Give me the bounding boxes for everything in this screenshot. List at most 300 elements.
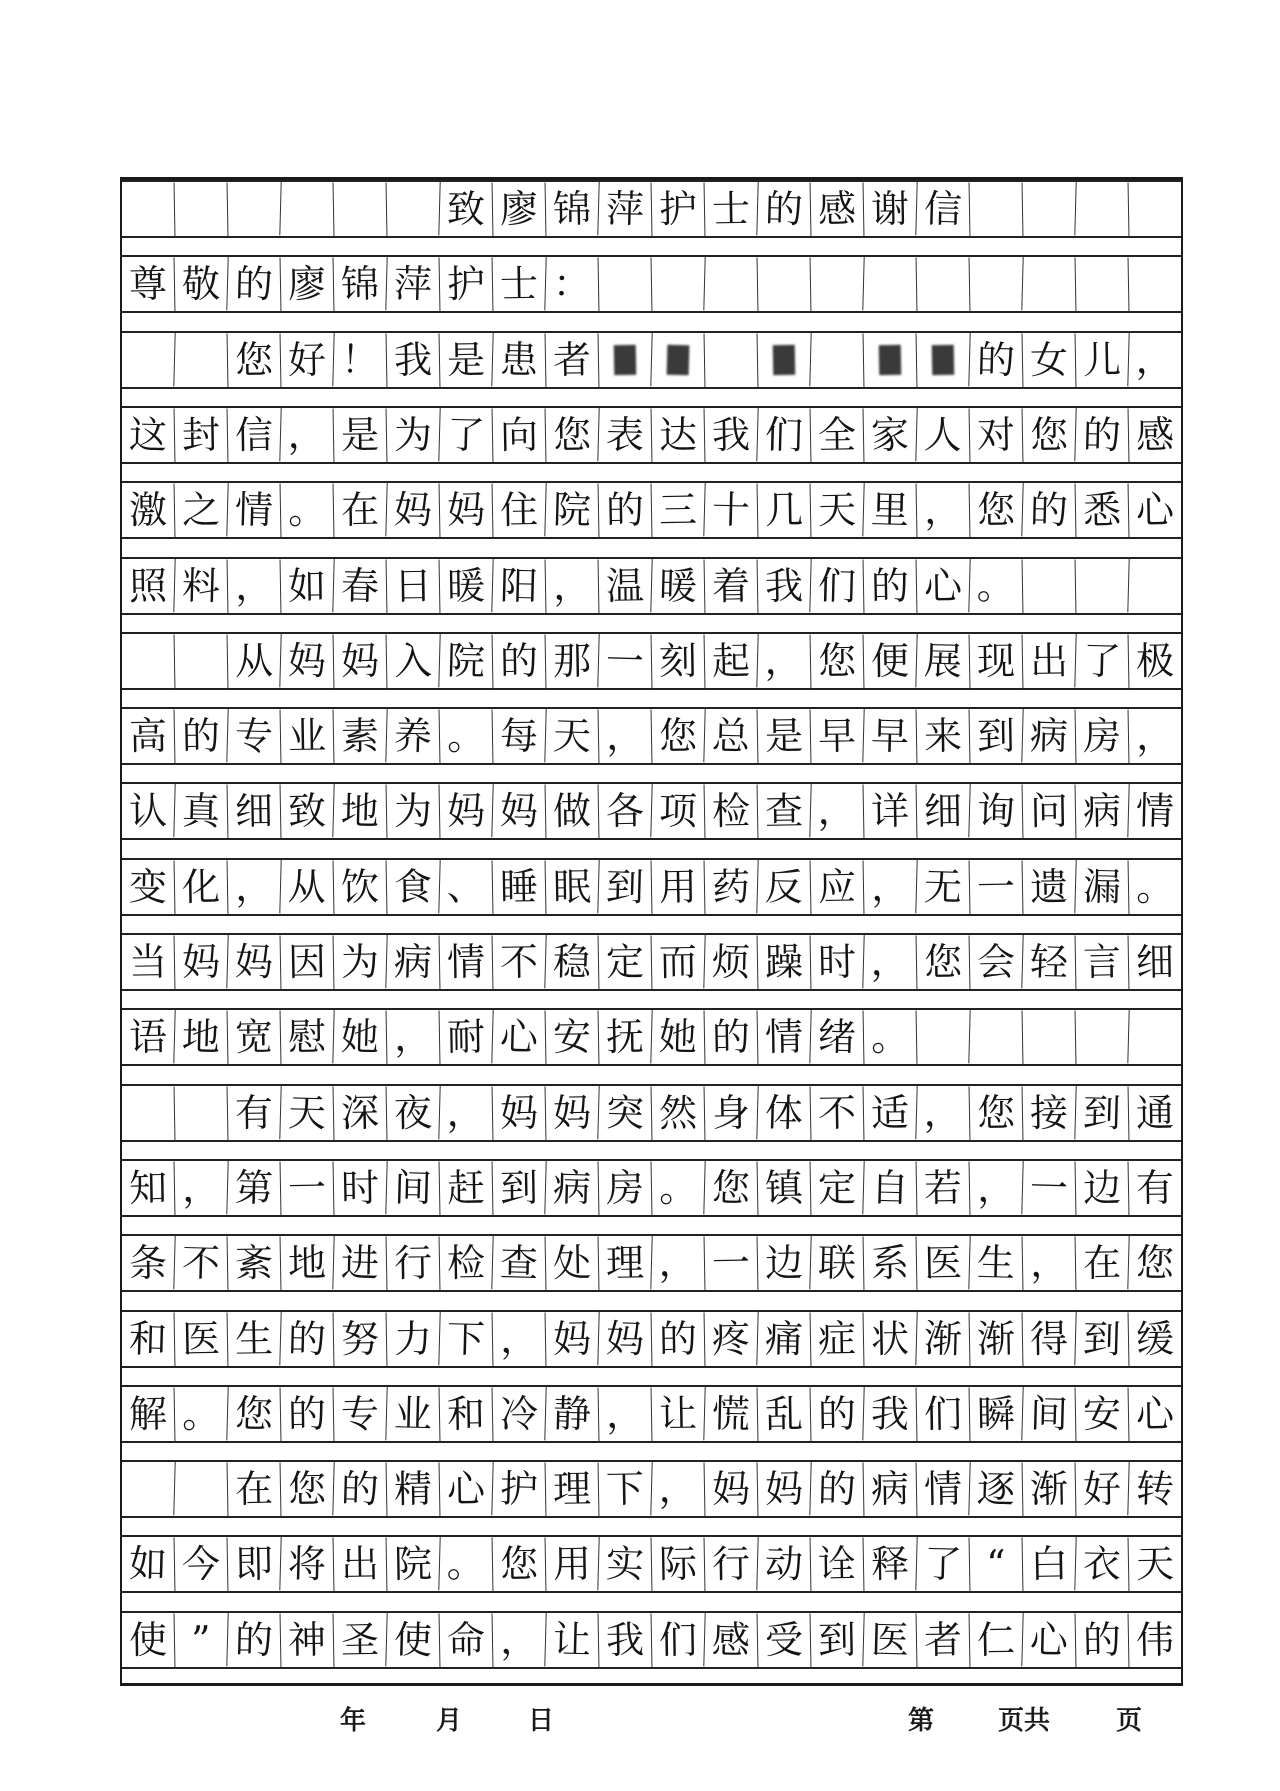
grid-cell: 了 xyxy=(915,1537,969,1592)
grid-cell xyxy=(916,332,970,387)
grid-cell: 您 xyxy=(492,1537,546,1592)
grid-cell xyxy=(704,332,758,387)
grid-cell: 心 xyxy=(491,1010,545,1065)
grid-cell: 。 xyxy=(1128,859,1182,914)
grid-cell: 边 xyxy=(1075,1160,1129,1215)
grid-cell xyxy=(174,1085,228,1140)
grid-cell: 医 xyxy=(916,1236,970,1291)
grid-cell: 睡 xyxy=(492,859,546,914)
grid-cell: 地 xyxy=(280,1236,334,1291)
grid-cell: ， xyxy=(650,1236,704,1291)
grid-cell: 者 xyxy=(916,1612,970,1667)
grid-cell: 您 xyxy=(280,1462,334,1517)
grid-cell: 妈 xyxy=(757,1462,811,1517)
grid-cell: 状 xyxy=(863,1311,917,1366)
grid-cell: 和 xyxy=(439,1386,493,1441)
grid-cell: 出 xyxy=(1022,633,1076,688)
grid-cell: 刻 xyxy=(651,633,705,688)
grid-cell: 冷 xyxy=(492,1386,546,1441)
grid-cell: 护 xyxy=(491,1461,545,1516)
grid-cell: ， xyxy=(863,859,917,914)
grid-cell: 您 xyxy=(969,1085,1023,1140)
grid-cell: 妈 xyxy=(333,633,387,688)
grid-cell: 妈 xyxy=(704,1462,758,1517)
grid-cell: 那 xyxy=(545,633,599,688)
grid-cell: 语 xyxy=(128,1014,168,1060)
grid-cell: 业 xyxy=(280,709,334,764)
grid-cell: 间 xyxy=(1021,1386,1075,1441)
grid-cell: 时 xyxy=(810,935,864,990)
grid-cell: 的 xyxy=(280,1386,334,1441)
grid-cell: 料 xyxy=(173,558,227,613)
grid-cell: 院 xyxy=(386,1537,440,1592)
grid-cell: 院 xyxy=(544,483,598,538)
grid-cell: 。 xyxy=(863,1010,917,1065)
grid-cell: 心 xyxy=(1128,483,1182,538)
grid-cell: ， xyxy=(227,859,281,914)
letter-text-row xyxy=(122,1234,1181,1292)
grid-cell: 宽 xyxy=(227,1010,281,1065)
grid-cell: 变 xyxy=(128,864,168,910)
grid-cell: 房 xyxy=(1075,709,1129,764)
letter-text-row xyxy=(122,406,1181,464)
grid-cell xyxy=(651,257,705,312)
grid-cell: 耐 xyxy=(439,1010,493,1065)
footer-page-prefix: 第 xyxy=(908,1706,935,1736)
grid-cell: 紊 xyxy=(227,1236,281,1291)
grid-cell: 的 xyxy=(809,1461,863,1516)
grid-cell: 查 xyxy=(491,1236,545,1291)
grid-cell: 展 xyxy=(915,633,969,688)
grid-cell: 下 xyxy=(438,1311,492,1366)
grid-cell: 情 xyxy=(1127,784,1181,839)
letter-text-row xyxy=(122,1611,1181,1669)
grid-cell: 专 xyxy=(226,708,280,763)
grid-cell: 渐 xyxy=(969,1311,1023,1366)
grid-cell: 心 xyxy=(1128,1386,1182,1441)
grid-cell: 医 xyxy=(174,1311,228,1366)
grid-cell xyxy=(1075,558,1129,613)
grid-cell xyxy=(1022,558,1076,613)
grid-cell xyxy=(1127,558,1181,613)
grid-cell xyxy=(863,332,917,387)
grid-cell: 的 xyxy=(704,1010,758,1065)
grid-cell: 瞬 xyxy=(969,1386,1023,1441)
grid-cell xyxy=(650,332,704,387)
grid-cell: ， xyxy=(174,1160,228,1215)
grid-cell: 女 xyxy=(1022,332,1076,387)
grid-cell: 细 xyxy=(916,784,970,839)
grid-cell: 们 xyxy=(916,1386,970,1441)
grid-cell: 尊 xyxy=(128,261,168,307)
grid-cell: 间 xyxy=(385,1160,439,1215)
grid-cell: 检 xyxy=(439,1236,493,1291)
grid-cell: 您 xyxy=(969,483,1023,538)
grid-cell: 伟 xyxy=(1128,1612,1182,1667)
grid-cell: 得 xyxy=(1022,1311,1076,1366)
grid-cell: 联 xyxy=(809,1236,863,1291)
grid-cell: 系 xyxy=(863,1236,917,1291)
grid-cell: 三 xyxy=(651,483,705,538)
letter-text-row xyxy=(122,557,1181,615)
grid-cell: 有 xyxy=(227,1085,281,1140)
grid-cell: 总 xyxy=(703,708,757,763)
grid-cell: 早 xyxy=(810,709,864,764)
grid-cell: 圣 xyxy=(333,1612,387,1667)
grid-cell: 您 xyxy=(916,935,970,990)
grid-cell: 我 xyxy=(598,1612,652,1667)
grid-cell: 感 xyxy=(703,1612,757,1667)
grid-cell: 如 xyxy=(128,1541,168,1587)
grid-cell: 然 xyxy=(651,1085,705,1140)
grid-cell: 受 xyxy=(757,1612,811,1667)
grid-cell: 照 xyxy=(128,563,168,608)
grid-cell: 极 xyxy=(1128,633,1182,688)
grid-cell xyxy=(333,182,387,237)
grid-cell: 暖 xyxy=(650,558,704,613)
grid-cell: 悉 xyxy=(1075,483,1129,538)
grid-cell xyxy=(969,182,1023,237)
grid-cell: 用 xyxy=(545,1537,599,1592)
grid-cell xyxy=(1022,182,1076,237)
grid-cell: 我 xyxy=(386,332,440,387)
grid-cell: 用 xyxy=(651,859,705,914)
grid-cell xyxy=(227,182,281,237)
grid-cell: 激 xyxy=(128,487,168,533)
grid-cell: 条 xyxy=(128,1240,168,1286)
grid-cell xyxy=(598,332,652,387)
grid-cell: 逐 xyxy=(968,1461,1022,1516)
grid-cell: 绪 xyxy=(809,1010,863,1065)
grid-cell: 边 xyxy=(757,1236,811,1291)
grid-cell xyxy=(1022,1010,1076,1065)
grid-cell: 有 xyxy=(1128,1160,1182,1215)
grid-cell xyxy=(598,257,652,312)
grid-cell: 您 xyxy=(226,1386,280,1441)
grid-cell xyxy=(809,332,863,387)
grid-cell: 的 xyxy=(756,181,810,236)
grid-cell xyxy=(174,633,228,688)
grid-cell xyxy=(916,1010,970,1065)
grid-cell: 的 xyxy=(863,558,917,613)
grid-cell: 轻 xyxy=(1021,934,1075,989)
grid-cell: 眠 xyxy=(545,859,599,914)
grid-cell: 诠 xyxy=(810,1537,864,1592)
grid-cell: 阳 xyxy=(491,558,545,613)
grid-cell: 如 xyxy=(280,558,334,613)
grid-cell: 的 xyxy=(651,1311,705,1366)
grid-cell: 的 xyxy=(1074,407,1128,462)
grid-cell: 几 xyxy=(757,483,811,538)
grid-cell: 处 xyxy=(545,1236,599,1291)
grid-cell: 反 xyxy=(756,859,810,914)
grid-cell: 查 xyxy=(757,784,811,839)
grid-cell: 遗 xyxy=(1022,859,1076,914)
grid-cell: 感 xyxy=(810,182,864,237)
grid-cell: 一 xyxy=(597,633,651,688)
grid-cell: 高 xyxy=(128,713,168,759)
grid-cell: 妈 xyxy=(545,1085,599,1140)
grid-cell: 因 xyxy=(280,935,334,990)
grid-cell: 心 xyxy=(916,558,970,613)
grid-cell: 谢 xyxy=(863,182,917,237)
grid-cell: ， xyxy=(969,1160,1023,1215)
grid-cell: 身 xyxy=(704,1085,758,1140)
grid-cell xyxy=(122,332,175,387)
grid-cell: 化 xyxy=(174,859,228,914)
grid-cell: 儿 xyxy=(1075,332,1129,387)
letter-text-row xyxy=(122,1084,1181,1142)
grid-cell: ， xyxy=(1128,709,1182,764)
grid-cell: 释 xyxy=(863,1537,917,1592)
letter-paper-grid xyxy=(120,177,1183,1686)
grid-cell: 突 xyxy=(597,1085,651,1140)
grid-cell: 自 xyxy=(862,1160,916,1215)
letter-text-row xyxy=(122,1159,1181,1217)
grid-cell: 为 xyxy=(386,784,440,839)
grid-cell: 慰 xyxy=(280,1010,334,1065)
grid-cell: 敬 xyxy=(174,257,228,312)
grid-cell: ， xyxy=(650,1461,704,1516)
grid-cell xyxy=(810,257,864,312)
grid-cell: 好 xyxy=(280,332,334,387)
grid-cell: ， xyxy=(756,633,810,688)
grid-cell: 抚 xyxy=(598,1010,652,1065)
grid-cell: 解 xyxy=(128,1391,168,1437)
grid-cell: 生 xyxy=(968,1236,1022,1291)
grid-cell: 为 xyxy=(386,407,440,462)
grid-cell: 锦 xyxy=(545,182,599,237)
grid-cell xyxy=(969,257,1023,312)
grid-cell: 知 xyxy=(128,1165,168,1211)
grid-cell: 适 xyxy=(863,1085,917,1140)
letter-text-row xyxy=(122,782,1181,840)
grid-cell: 衣 xyxy=(1074,1537,1128,1592)
grid-cell: 的 xyxy=(332,1461,386,1516)
grid-cell: 廖 xyxy=(280,257,334,312)
grid-cell: 患 xyxy=(491,332,545,387)
grid-cell: 在 xyxy=(333,483,387,538)
grid-cell: 我 xyxy=(862,1386,916,1441)
grid-cell: 病 xyxy=(1021,708,1075,763)
grid-cell: 者 xyxy=(545,332,599,387)
grid-cell: 仁 xyxy=(969,1612,1023,1667)
grid-cell: 第 xyxy=(226,1160,280,1215)
footer-page-suffix: 页 xyxy=(1116,1706,1143,1736)
grid-cell: 将 xyxy=(279,1537,333,1592)
letter-text-row xyxy=(122,1385,1181,1443)
grid-cell: 检 xyxy=(704,784,758,839)
letter-text-row xyxy=(122,933,1181,991)
grid-cell: 您 xyxy=(703,1160,757,1215)
grid-cell: 深 xyxy=(333,1085,387,1140)
grid-cell: ， xyxy=(1127,332,1181,387)
grid-cell: 妈 xyxy=(174,935,228,990)
grid-cell: 全 xyxy=(810,407,864,462)
grid-cell: 萍 xyxy=(597,181,651,236)
grid-cell: 十 xyxy=(703,483,757,538)
grid-cell xyxy=(757,332,811,387)
grid-cell: 病 xyxy=(385,934,439,989)
grid-cell: 您 xyxy=(1022,407,1076,462)
grid-cell xyxy=(173,332,227,387)
grid-cell: 、 xyxy=(438,859,492,914)
grid-cell: 缓 xyxy=(1128,1311,1182,1366)
grid-cell: 天 xyxy=(279,1085,333,1140)
grid-cell: 问 xyxy=(1022,784,1076,839)
letter-text-row xyxy=(122,1535,1181,1593)
grid-cell: 漏 xyxy=(1074,859,1128,914)
grid-cell: ， xyxy=(386,1010,440,1065)
grid-cell: 们 xyxy=(651,1612,705,1667)
grid-cell: 达 xyxy=(651,407,705,462)
grid-cell: 信 xyxy=(915,181,969,236)
grid-cell xyxy=(862,257,916,312)
grid-cell: 接 xyxy=(1022,1085,1076,1140)
grid-cell xyxy=(121,633,174,688)
grid-cell: 的 xyxy=(174,709,228,764)
grid-cell: 命 xyxy=(439,1612,493,1667)
grid-cell: 下 xyxy=(598,1462,652,1517)
grid-cell: 素 xyxy=(333,709,387,764)
grid-cell: 好 xyxy=(1075,1462,1129,1517)
grid-cell xyxy=(1021,257,1075,312)
grid-cell: 一 xyxy=(280,1160,334,1215)
grid-cell: 项 xyxy=(650,784,704,839)
grid-cell: 每 xyxy=(492,709,546,764)
grid-cell: 。 xyxy=(174,1386,228,1441)
grid-cell: 。 xyxy=(438,1537,492,1592)
grid-cell: 的 xyxy=(279,1311,333,1366)
grid-cell: 里 xyxy=(862,483,916,538)
grid-cell: ， xyxy=(227,558,281,613)
grid-cell: 便 xyxy=(863,633,917,688)
grid-cell: 感 xyxy=(1128,407,1182,462)
grid-cell xyxy=(173,1461,227,1516)
grid-cell: 躁 xyxy=(757,935,811,990)
footer-year: 年 xyxy=(340,1706,367,1736)
grid-cell: 安 xyxy=(545,1010,599,1065)
grid-cell: 在 xyxy=(1075,1236,1129,1291)
grid-cell: 详 xyxy=(863,784,917,839)
grid-cell: ， xyxy=(545,558,599,613)
grid-cell: 夜 xyxy=(386,1085,440,1140)
grid-cell: 是 xyxy=(333,407,387,462)
grid-cell: ， xyxy=(809,784,863,839)
grid-cell: ， xyxy=(1022,1236,1076,1291)
grid-cell: 和 xyxy=(128,1316,168,1361)
grid-cell: 妈 xyxy=(226,934,280,989)
grid-cell: 房 xyxy=(598,1160,652,1215)
grid-cell: 。 xyxy=(968,558,1022,613)
grid-cell: 春 xyxy=(332,558,386,613)
grid-cell: 的 xyxy=(598,483,652,538)
grid-cell: 着 xyxy=(704,558,758,613)
grid-cell: 了 xyxy=(1074,633,1128,688)
grid-cell: 细 xyxy=(227,784,281,839)
letter-text-row xyxy=(122,632,1181,690)
grid-cell: 时 xyxy=(333,1160,387,1215)
footer-month: 月 xyxy=(436,1706,463,1736)
grid-cell: ， xyxy=(862,934,916,989)
grid-cell: 神 xyxy=(280,1612,334,1667)
grid-cell: ” xyxy=(174,1612,228,1667)
grid-cell: 妈 xyxy=(492,1085,546,1140)
grid-cell: ， xyxy=(279,407,333,462)
grid-cell: 是 xyxy=(757,709,811,764)
grid-cell: 人 xyxy=(915,407,969,462)
grid-cell: 行 xyxy=(386,1236,440,1291)
grid-cell xyxy=(968,1010,1022,1065)
grid-cell: 温 xyxy=(598,558,652,613)
grid-cell: 努 xyxy=(333,1311,387,1366)
grid-cell: 向 xyxy=(492,407,546,462)
grid-cell: 业 xyxy=(385,1386,439,1441)
grid-cell: 住 xyxy=(492,483,546,538)
grid-cell: 您 xyxy=(810,633,864,688)
grid-cell: 天 xyxy=(810,483,864,538)
grid-cell: 士 xyxy=(492,257,546,312)
grid-cell: 院 xyxy=(438,633,492,688)
grid-cell: 不 xyxy=(173,1236,227,1291)
grid-cell: 的 xyxy=(1075,1612,1129,1667)
grid-cell: 病 xyxy=(544,1160,598,1215)
grid-cell: 她 xyxy=(650,1010,704,1065)
grid-cell: 日 xyxy=(386,558,440,613)
grid-cell: 入 xyxy=(386,633,440,688)
grid-cell: 妈 xyxy=(439,784,493,839)
grid-cell: 致 xyxy=(438,181,492,236)
grid-cell: 病 xyxy=(863,1462,917,1517)
grid-cell: 稳 xyxy=(544,934,598,989)
grid-cell: 地 xyxy=(173,1010,227,1065)
grid-cell: 的 xyxy=(810,1386,864,1441)
grid-cell xyxy=(757,257,811,312)
grid-cell: 慌 xyxy=(703,1386,757,1441)
grid-cell: ， xyxy=(492,1311,546,1366)
grid-cell: 到 xyxy=(810,1612,864,1667)
grid-cell xyxy=(279,181,333,236)
letter-text-row xyxy=(122,331,1181,389)
grid-cell: 养 xyxy=(385,708,439,763)
grid-cell: 您 xyxy=(545,407,599,462)
grid-cell: 进 xyxy=(332,1236,386,1291)
grid-cell: 天 xyxy=(544,708,598,763)
grid-cell: 了 xyxy=(438,407,492,462)
grid-cell: 暖 xyxy=(439,558,493,613)
grid-cell: 渐 xyxy=(1022,1462,1076,1517)
grid-cell xyxy=(1128,257,1182,312)
grid-cell: 药 xyxy=(704,859,758,914)
grid-cell: 情 xyxy=(439,935,493,990)
grid-cell: ！ xyxy=(332,332,386,387)
grid-cell: 病 xyxy=(1075,784,1129,839)
grid-cell: 。 xyxy=(280,483,334,538)
grid-cell: 行 xyxy=(704,1537,758,1592)
grid-cell: “ xyxy=(969,1537,1023,1592)
grid-cell xyxy=(916,257,970,312)
grid-cell: 心 xyxy=(1021,1612,1075,1667)
grid-cell: 理 xyxy=(598,1236,652,1291)
grid-cell xyxy=(703,257,757,312)
page-footer xyxy=(0,1700,1280,1740)
grid-cell: 专 xyxy=(333,1386,387,1441)
grid-cell: 精 xyxy=(386,1462,440,1517)
grid-cell: 来 xyxy=(916,709,970,764)
grid-cell: 到 xyxy=(597,859,651,914)
grid-cell: 妈 xyxy=(279,633,333,688)
grid-cell: 乱 xyxy=(757,1386,811,1441)
